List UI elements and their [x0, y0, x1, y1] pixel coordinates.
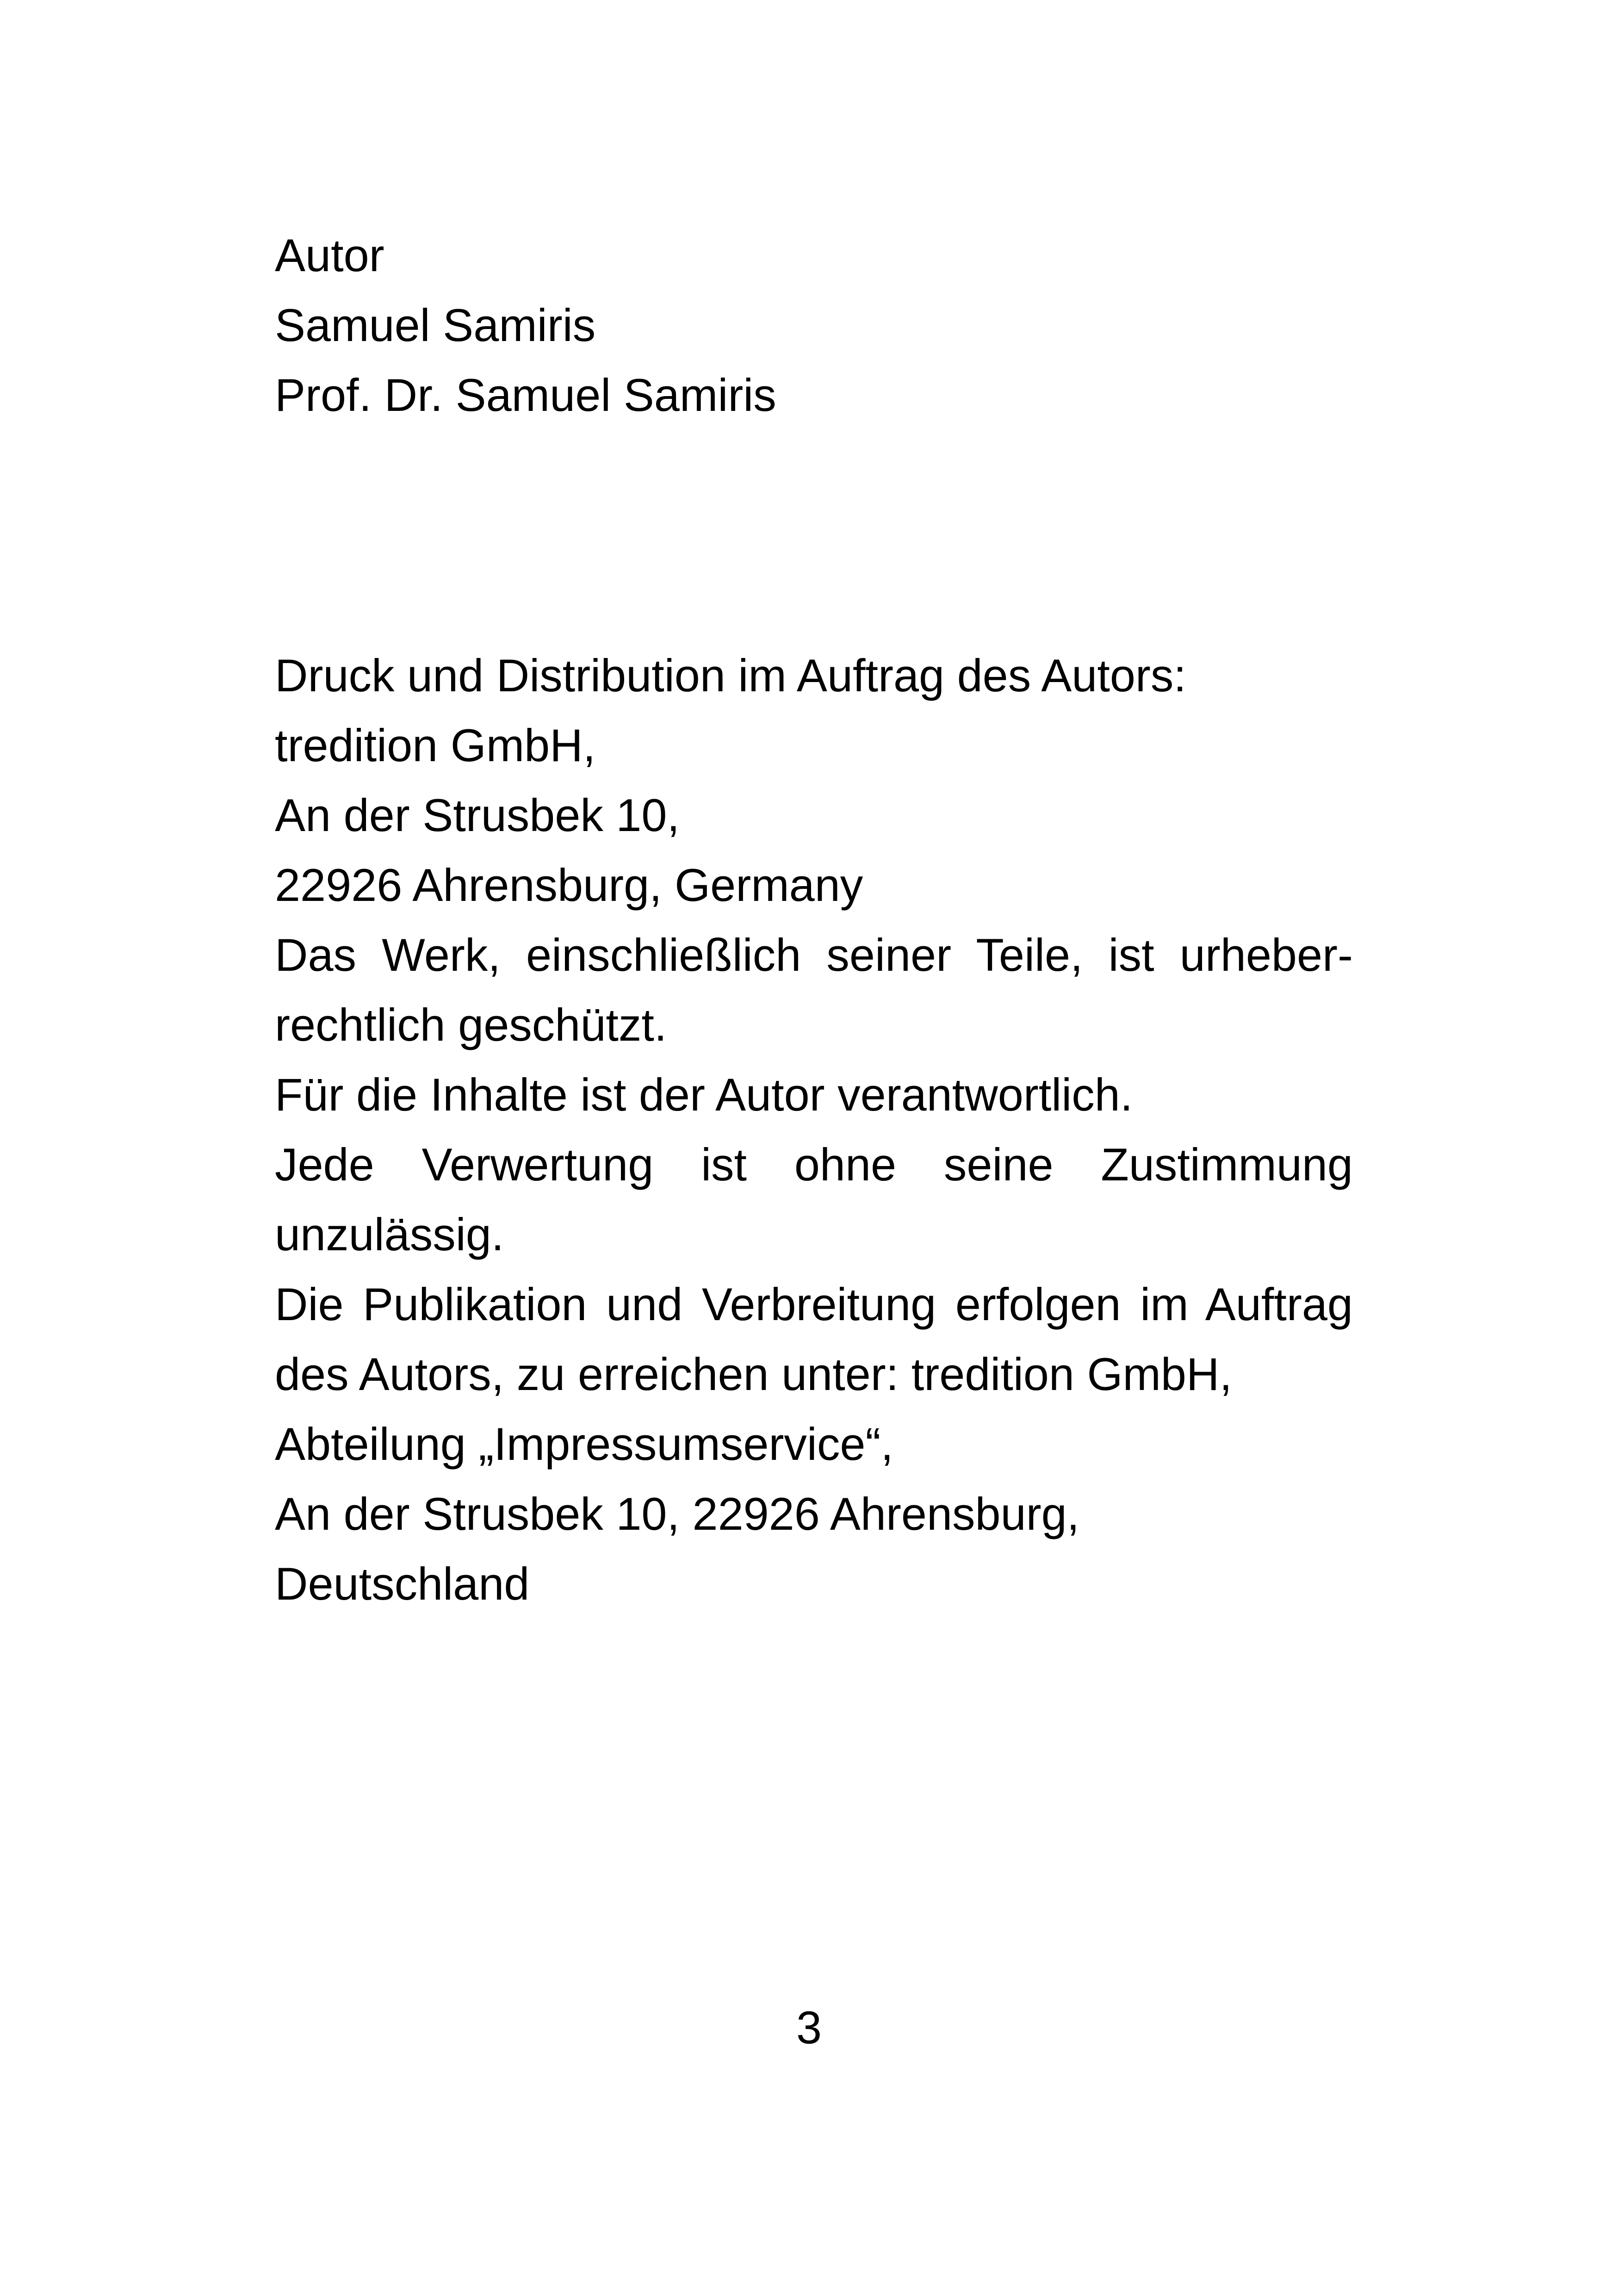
imprint-line: 22926 Ahrensburg, Germany: [275, 859, 863, 911]
imprint-line: Jede Verwertung ist ohne seine Zustimmung: [275, 1139, 1353, 1190]
imprint-line: Abteilung „Impressumservice“,: [275, 1418, 893, 1470]
imprint-line: des Autors, zu erreichen unter: tredition GmbH,: [275, 1348, 1232, 1400]
imprint-line: tredition GmbH,: [275, 720, 596, 771]
imprint-line: An der Strusbek 10,: [275, 789, 680, 841]
author-name: Samuel Samiris: [275, 299, 596, 351]
imprint-line: Das Werk, einschließlich seiner Teile, ist urheber-: [275, 929, 1353, 980]
page-number: 3: [796, 2002, 822, 2053]
imprint-line: Die Publikation und Verbreitung erfolgen im Auftrag: [275, 1278, 1353, 1330]
author-heading: Autor: [275, 230, 384, 281]
imprint-line: Für die Inhalte ist der Autor verantwortlich.: [275, 1069, 1133, 1120]
imprint-line: Deutschland: [275, 1558, 530, 1609]
imprint-line: An der Strusbek 10, 22926 Ahrensburg,: [275, 1488, 1080, 1539]
imprint-block: [275, 640, 1353, 1619]
imprint-line: Druck und Distribution im Auftrag des Autors:: [275, 650, 1186, 701]
imprint-line: rechtlich geschützt.: [275, 999, 667, 1050]
author-block: [275, 220, 1353, 430]
imprint-line: unzulässig.: [275, 1209, 504, 1260]
author-full-name: Prof. Dr. Samuel Samiris: [275, 369, 776, 421]
